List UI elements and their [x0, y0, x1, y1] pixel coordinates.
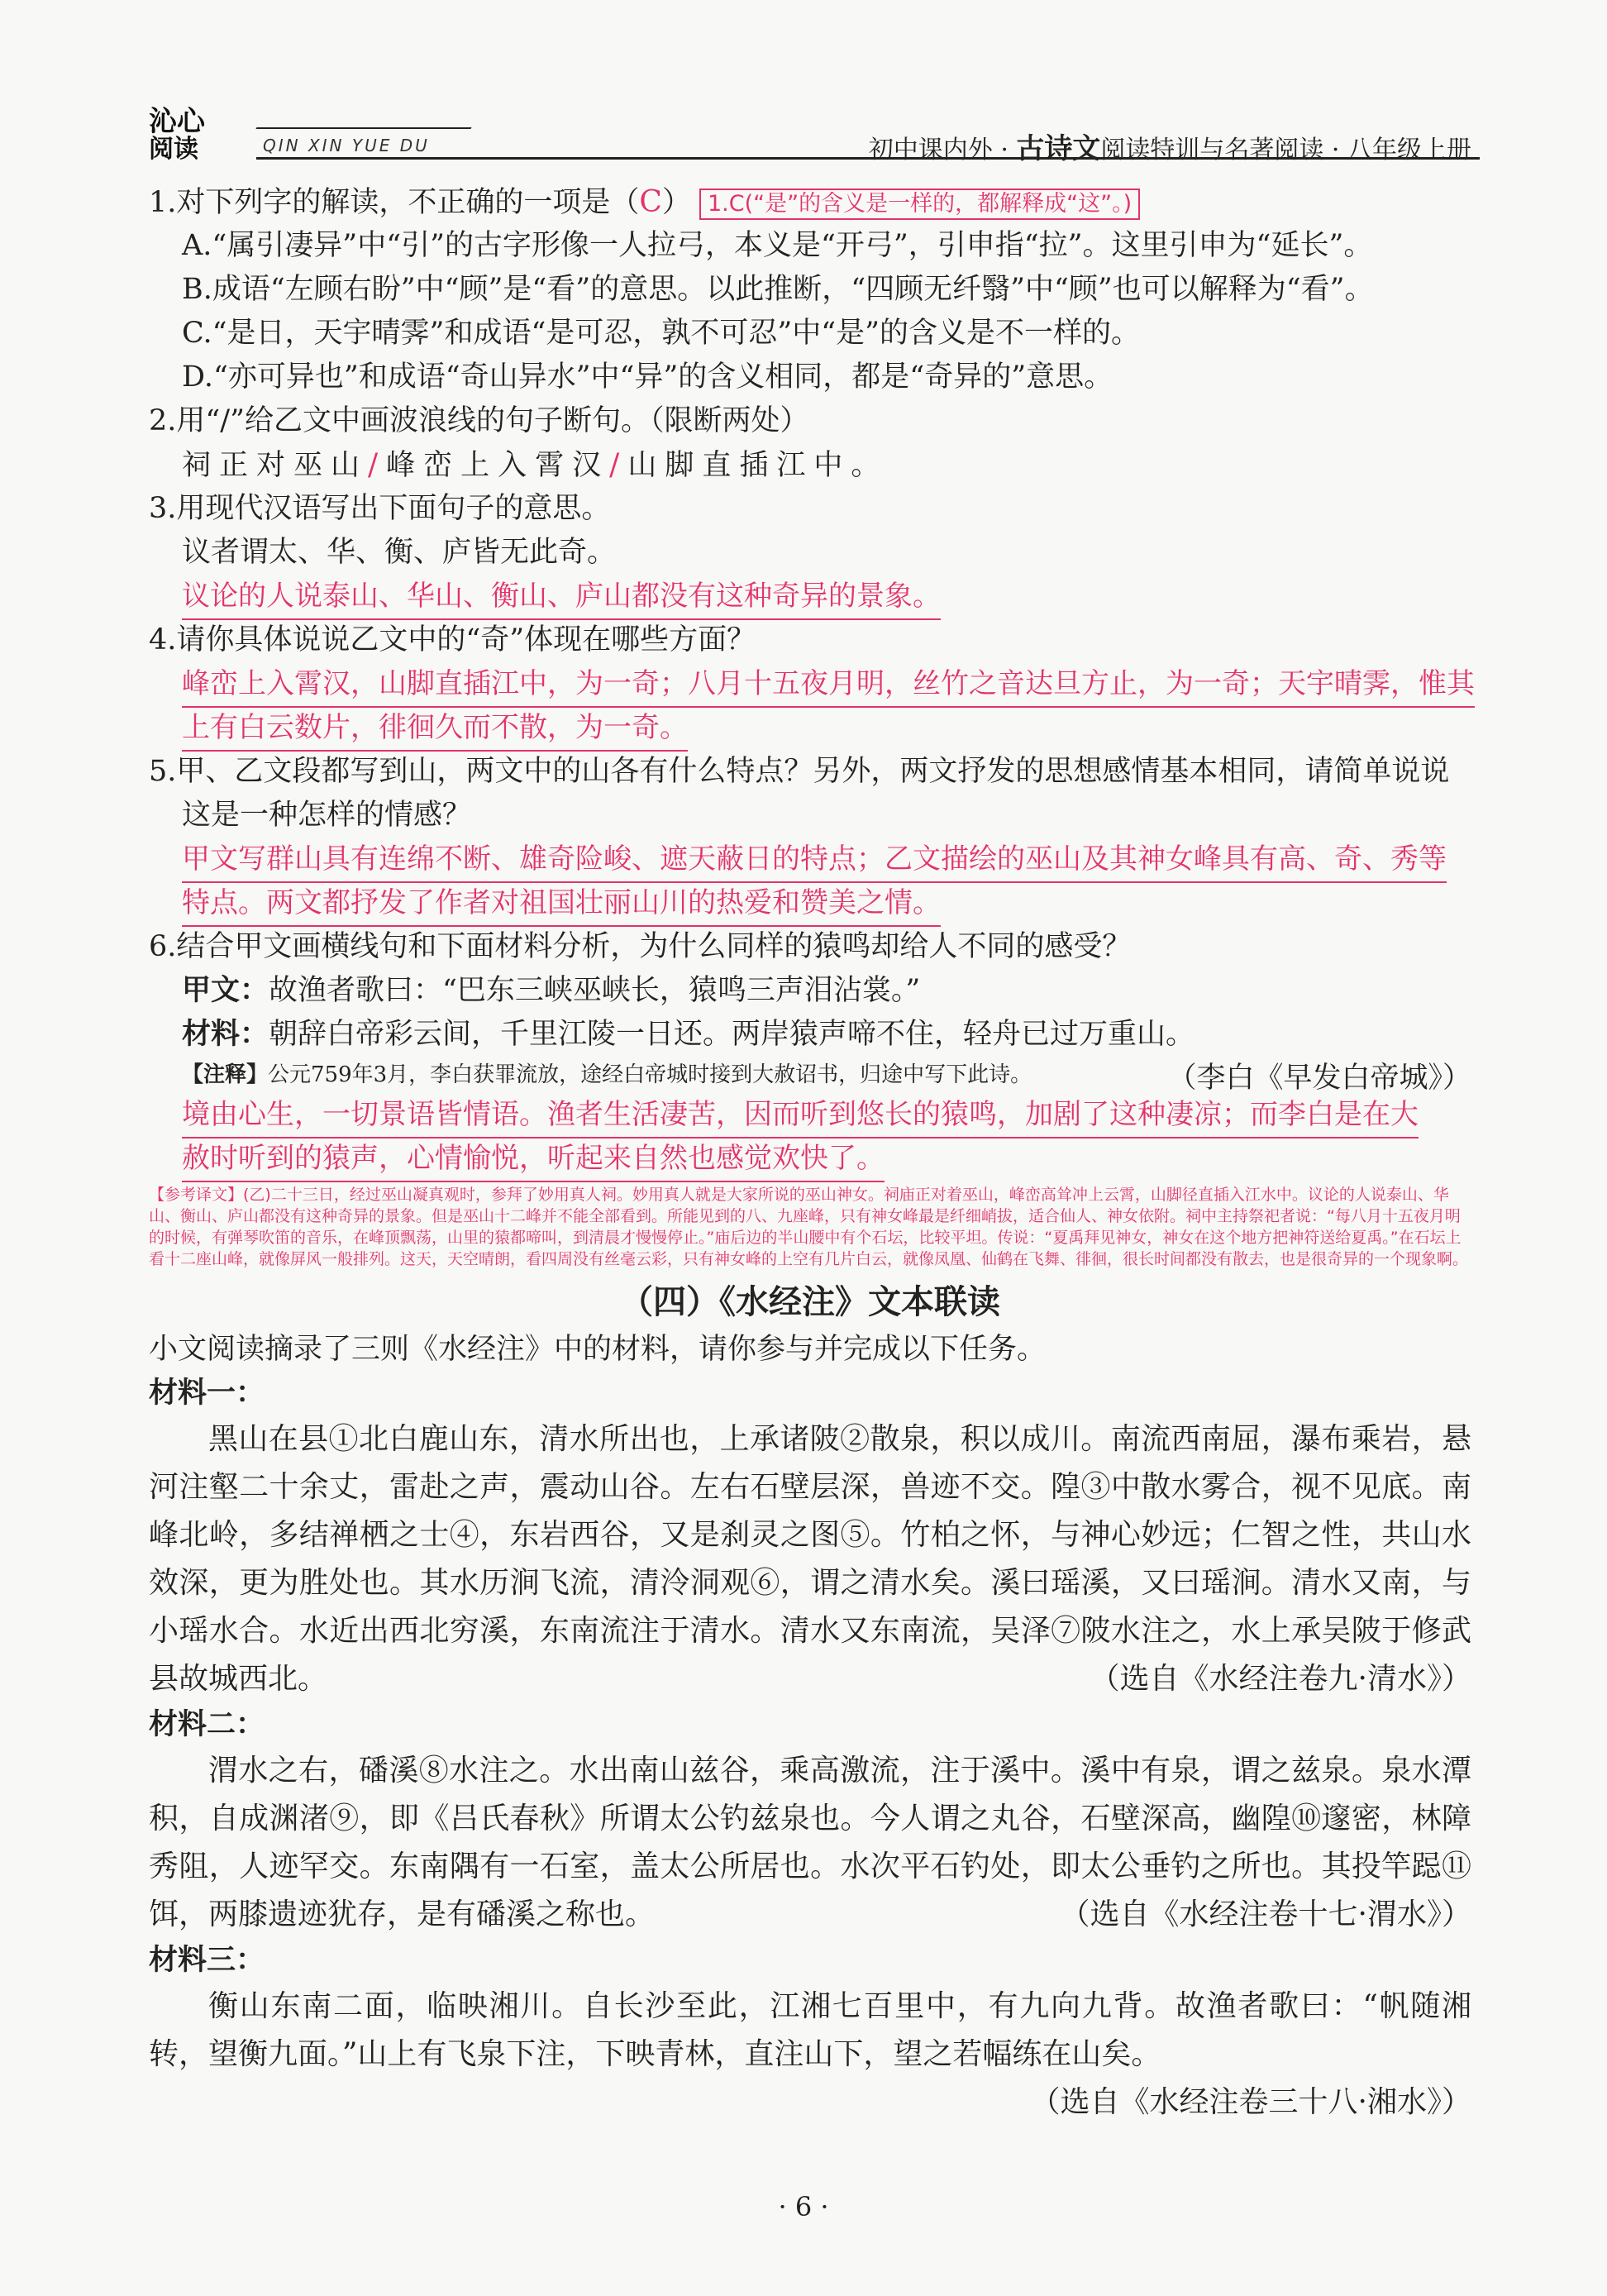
q2-slash-2: / — [609, 448, 628, 482]
page-number: · 6 · — [778, 2191, 829, 2222]
series-suffix: 阅读特训与名著阅读 · 八年级上册 — [1100, 136, 1471, 165]
q3-answer — [149, 575, 1471, 618]
q5-answer-line1 — [149, 838, 1471, 881]
q6-jia-label: 甲文： — [182, 974, 269, 1007]
q1-option-b: B.成语“左顾右盼”中“顾”是“看”的意思。以此推断，“四顾无纤翳”中“顾”也可以解释为“看”。 — [182, 273, 1374, 306]
q4-answer-text1: 峰峦上入霄汉，山脚直插江中，为一奇；八月十五夜月明，丝竹之音达旦方止，为一奇；天宇晴霁，惟其 — [182, 662, 1475, 708]
q2-sentence — [149, 443, 1471, 487]
q6-answer-line1 — [149, 1093, 1471, 1137]
q1-stem — [149, 180, 1471, 224]
material3-text: 衡山东南二面，临映湘川。自长沙至此，江湘七百里中，有九向九背。故渔者歌曰：“帆随湘转，望衡九面。”山上有飞泉下注，下映青林，直注山下，望之若幅练在山矣。 — [149, 1989, 1471, 2071]
q1-stem-end: ） — [661, 186, 691, 219]
q5-stem-line1: 5.甲、乙文段都写到山，两文中的山各有什么特点？另外，两文抒发的思想感情基本相同，请简单说说 — [149, 755, 1450, 788]
header-decoration — [255, 127, 471, 129]
q5-answer-text2: 特点。两文都抒发了作者对祖国壮丽山川的热爱和赞美之情。 — [182, 881, 941, 927]
q4-answer-line1 — [149, 662, 1475, 706]
q6-note-text: 公元759年3月，李白获罪流放，途经白帝城时接到大赦诏书，归途中写下此诗。 — [268, 1062, 1032, 1087]
material3-label: 材料三： — [149, 1944, 265, 1977]
q1-answer-note: 1.C(“是”的含义是一样的，都解释成“这”。) — [699, 189, 1140, 220]
series-prefix: 初中课内外 · — [868, 136, 1017, 165]
q6-material-source: （李白《早发白帝城》） — [1167, 1062, 1471, 1095]
q1-option-a: A.“属引凄异”中“引”的古字形像一人拉弓，本义是“开弓”，引申指“拉”。这里引申为“延长”。 — [182, 229, 1373, 262]
q4-answer-text2: 上有白云数片，徘徊久而不散，为一奇。 — [182, 706, 688, 752]
section-title: （四）《水经注》文本联读 — [620, 1283, 1000, 1321]
q1-answer: C — [639, 185, 662, 219]
q5-stem-line2: 这是一种怎样的情感？ — [182, 799, 472, 832]
page-header — [149, 105, 1471, 165]
q6-answer-line2 — [149, 1137, 1471, 1181]
q6-note-label: 【注释】 — [182, 1062, 269, 1087]
brand-pinyin: QIN XIN YUE DU — [263, 136, 430, 155]
q2-part2: 峰峦上入霄汉 — [386, 449, 610, 482]
material3-source: （选自《水经注卷三十八·湘水》） — [1030, 2085, 1471, 2119]
reference-translation: 【参考译文】(乙)二十三日，经过巫山凝真观时，参拜了妙用真人祠。妙用真人就是大家所说的巫山神女。祠庙正对着巫山，峰峦高耸冲上云霄，山脚径直插入江水中。议论的人说泰山、华山、衡山、庐山都没有这种奇异的景象。但是巫山十二峰并不能全部看到。所能见到的八、九座峰，只有神女峰最是纤细峭拔，适合仙人、神女依附。祠中主持祭祀者说：“每八月十五夜月明的时候，有弹琴吹笛的音乐，在峰顶飘荡，山里的猿都啼叫，到清晨才慢慢停止。”庙后边的半山腰中有个石坛，比较平坦。传说：“夏禹拜见神女，神女在这个地方把神符送给夏禹。”在石坛上看十二座山峰，就像屏风一般排列。这天，天空晴朗，看四周没有丝毫云彩，只有神女峰的上空有几片白云，就像凤凰、仙鹤在飞舞、徘徊，很长时间都没有散去，也是很奇异的一个现象啊。 — [149, 1186, 1469, 1268]
material2-source: （选自《水经注卷十七·渭水》） — [1060, 1897, 1471, 1931]
q5-answer-line2 — [149, 881, 1471, 925]
material1-label: 材料一： — [149, 1377, 265, 1410]
logo-line1: 沁心 — [149, 105, 205, 138]
q6-answer-text2: 赦时听到的猿声，心情愉悦，听起来自然也感觉欢快了。 — [182, 1137, 885, 1182]
q4-answer-line2 — [149, 706, 1471, 750]
q3-sentence: 议者谓太、华、衡、庐皆无此奇。 — [182, 536, 617, 569]
brand-logo — [149, 107, 205, 164]
section-intro: 小文阅读摘录了三则《水经注》中的材料，请你参与并完成以下任务。 — [149, 1333, 1047, 1366]
q6-answer-text1: 境由心生，一切景语皆情语。渔者生活凄苦，因而听到悠长的猿鸣，加剧了这种凄凉；而李白是在大 — [182, 1093, 1419, 1138]
q4-stem: 4.请你具体说说乙文中的“奇”体现在哪些方面？ — [149, 623, 756, 656]
logo-line2: 阅读 — [149, 135, 198, 164]
q1-stem-text: 1.对下列字的解读，不正确的一项是（ — [149, 186, 640, 219]
q6-material-label: 材料： — [182, 1018, 269, 1051]
material1-text: 黑山在县①北白鹿山东，清水所出也，上承诸陂②散泉，积以成川。南流西南屈，瀑布乘岩，悬河注壑二十余丈，雷赴之声，震动山谷。左右石壁层深，兽迹不交。隍③中散水雾合，视不见底。南峰北岭，多结禅栖之士④，东岩西谷，又是刹灵之图⑤。竹柏之怀，与神心妙远；仁智之性，共山水效深，更为胜处也。其水历涧飞流，清泠洞观⑥，谓之清水矣。溪曰瑶溪，又曰瑶涧。清水又南，与小瑶水合。水近出西北穷溪，东南流注于清水。清水又东南流，吴泽⑦陂水注之，水上承吴陂于修武县故城西北。 — [149, 1422, 1471, 1696]
material2-label: 材料二： — [149, 1708, 265, 1741]
material2-text: 渭水之右，磻溪⑧水注之。水出南山兹谷，乘高激流，注于溪中。溪中有泉，谓之兹泉。泉水潭积，自成渊渚⑨，即《吕氏春秋》所谓太公钓兹泉也。今人谓之丸谷，石壁深高，幽隍⑩邃密，林障秀阻，人迹罕交。东南隅有一石室，盖太公所居也。水次平石钓处，即太公垂钓之所也。其投竿跽⑪饵，两膝遗迹犹存，是有磻溪之称也。 — [149, 1754, 1471, 1931]
series-title — [869, 126, 1471, 166]
q6-material-text: 朝辞白帝彩云间，千里江陵一日还。两岸猿声啼不住，轻舟已过万重山。 — [269, 1018, 1195, 1051]
material1-source: （选自《水经注卷九·清水》） — [1090, 1662, 1471, 1696]
q2-stem: 2.用“/”给乙文中画波浪线的句子断句。（限断两处） — [149, 404, 809, 437]
q2-part3: 山脚直插江中。 — [627, 449, 889, 482]
q5-answer-text1: 甲文写群山具有连绵不断、雄奇险峻、遮天蔽日的特点；乙文描绘的巫山及其神女峰具有高、奇、秀等 — [182, 838, 1447, 883]
q1-option-d: D.“亦可异也”和成语“奇山异水”中“异”的含义相同，都是“奇异的”意思。 — [182, 360, 1113, 394]
q6-jia-text: 故渔者歌曰：“巴东三峡巫峡长，猿鸣三声泪沾裳。” — [269, 974, 921, 1007]
series-bold: 古诗文 — [1016, 132, 1101, 165]
q6-stem: 6.结合甲文画横线句和下面材料分析，为什么同样的猿鸣却给人不同的感受？ — [149, 930, 1132, 963]
q3-answer-text: 议论的人说泰山、华山、衡山、庐山都没有这种奇异的景象。 — [182, 575, 941, 620]
q2-part1: 祠正对巫山 — [182, 449, 369, 482]
q3-stem: 3.用现代汉语写出下面句子的意思。 — [149, 492, 611, 525]
q6-jia — [149, 969, 1471, 1013]
page-content — [149, 180, 1475, 2127]
q1-option-c: C.“是日，天宇晴霁”和成语“是可忍，孰不可忍”中“是”的含义是不一样的。 — [182, 317, 1141, 350]
q2-slash-1: / — [368, 448, 387, 482]
